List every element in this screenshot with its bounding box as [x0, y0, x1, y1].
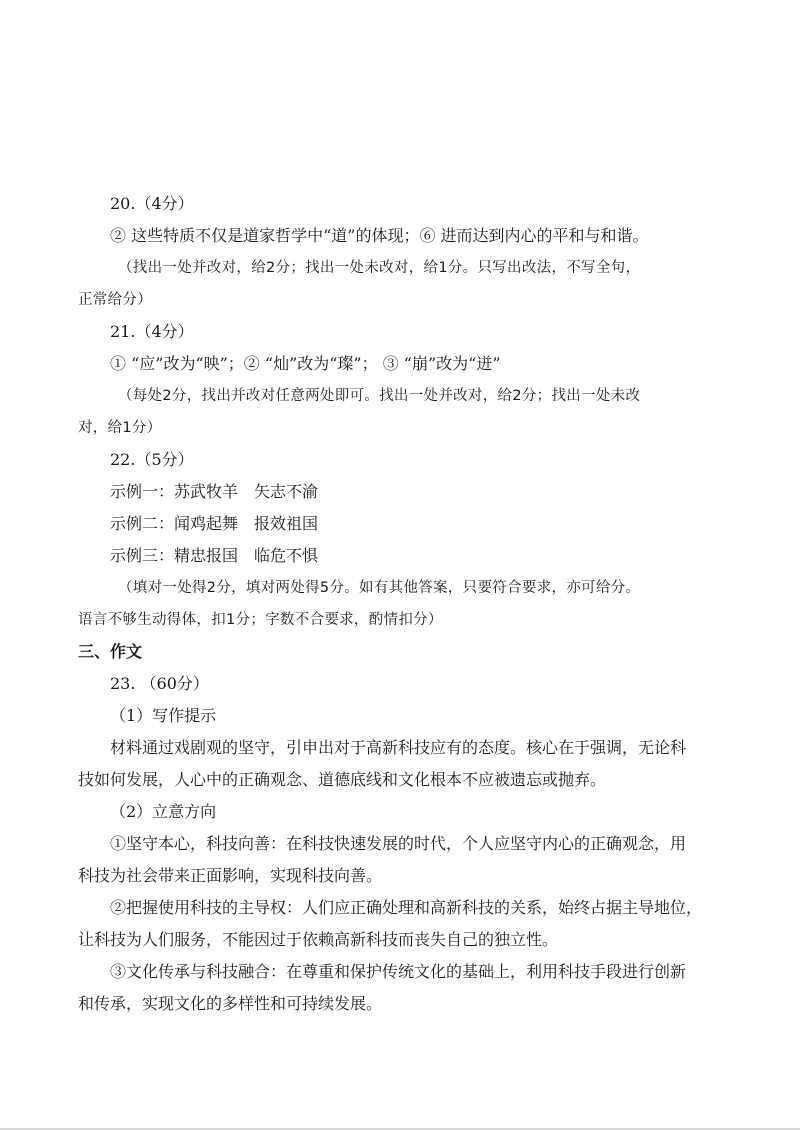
answer-content: [78, 188, 728, 1020]
q23-point-1: [78, 828, 728, 892]
q23-point-3-line1: ③文化传承与科技融合：在尊重和保护传统文化的基础上，利用科技手段进行创新: [110, 962, 687, 981]
q23-point-2: [78, 892, 728, 956]
q22-header: 22.（5分）: [110, 450, 194, 469]
q21-note-line1: （每处2分，找出并改对任意两处即可。找出一处并改对，给2分；找出一处未改: [118, 388, 641, 404]
q23-point-2-line2: 让科技为人们服务，不能因过于依赖高新科技而丧失自己的独立性。: [78, 930, 559, 949]
q21-answer: ① “应”改为“映”；② “灿”改为“璨”； ③ “崩”改为“迸”: [110, 354, 501, 373]
q23-sub1-paragraph: [78, 732, 728, 796]
q22-example-1: 示例一：苏武牧羊 矢志不渝: [110, 482, 319, 501]
q23-point-1-line2: 科技为社会带来正面影响，实现科技向善。: [78, 866, 383, 885]
q20-note-line2: 正常给分）: [78, 292, 152, 308]
q23-sub1-title: （1）写作提示: [110, 706, 217, 725]
section-title: 三、作文: [78, 642, 143, 661]
q23-point-3-line2: 和传承，实现文化的多样性和可持续发展。: [78, 994, 383, 1013]
q22-note-line1: （填对一处得2分，填对两处得5分。如有其他答案，只要符合要求，亦可给分。: [118, 580, 641, 596]
q23-sub1-line2: 技如何发展，人心中的正确观念、道德底线和文化根本不应被遗忘或抛弃。: [78, 770, 607, 789]
q23-point-2-line1: ②把握使用科技的主导权：人们应正确处理和高新科技的关系，始终占据主导地位，: [110, 898, 703, 917]
q23-header: 23. （60分）: [110, 674, 209, 693]
q21-note-line2: 对，给1分）: [78, 420, 162, 436]
q23-point-3: [78, 956, 728, 1020]
q20-answer: ② 这些特质不仅是道家哲学中“道”的体现；⑥ 进而达到内心的平和与和谐。: [110, 226, 649, 245]
q20-header: 20.（4分）: [110, 194, 194, 213]
q23-sub1-line1: 材料通过戏剧观的坚守，引申出对于高新科技应有的态度。核心在于强调，无论科: [110, 738, 687, 757]
q21-header: 21.（4分）: [110, 322, 194, 341]
q22-note-line2: 语言不够生动得体，扣1分；字数不合要求，酌情扣分）: [78, 612, 443, 628]
q23-point-1-line1: ①坚守本心，科技向善：在科技快速发展的时代，个人应坚守内心的正确观念，用: [110, 834, 687, 853]
q20-note-line1: （找出一处并改对，给2分；找出一处未改对，给1分。只写出改法，不写全句，: [118, 260, 641, 276]
q22-example-3: 示例三：精忠报国 临危不惧: [110, 546, 319, 565]
q22-example-2: 示例二：闻鸡起舞 报效祖国: [110, 514, 319, 533]
q23-sub2-title: （2）立意方向: [110, 802, 217, 821]
